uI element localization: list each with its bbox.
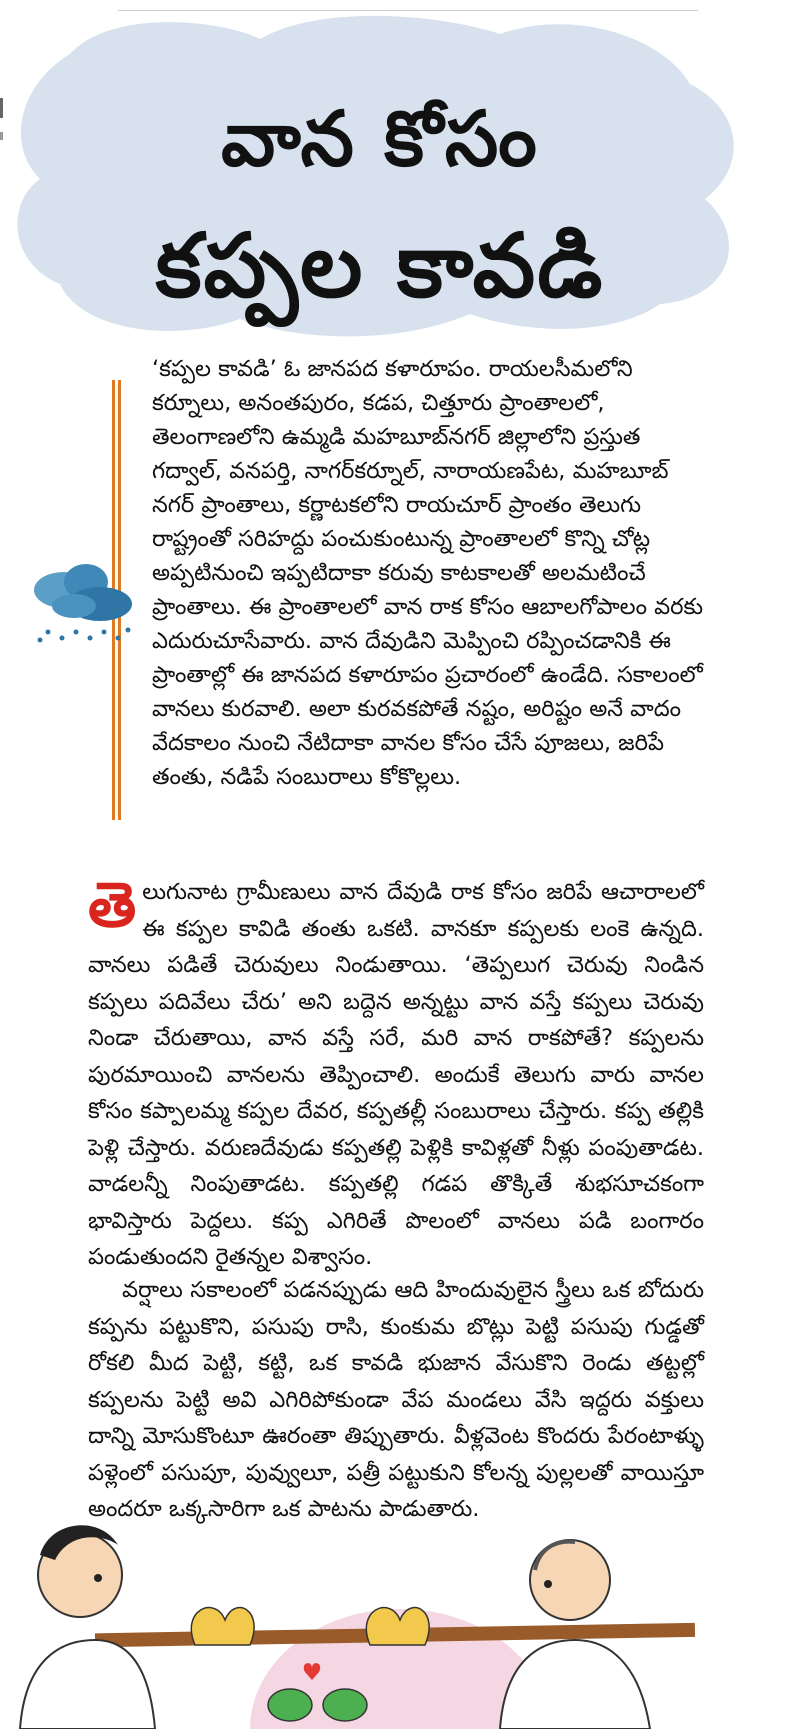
kavadi-illustration xyxy=(0,1500,800,1729)
article-paragraph-2: వర్షాలు సకాలంలో పడనప్పుడు ఆది హిందువులైన స్త్రీలు ఒక బోదురు కప్పను పట్టుకొని, పసుపు రాసి, కుంకుమ బొట్లు పెట్టి పసుపు గుడ్డతో రోకలి మీద పెట్టి, కట్టి, ఒక కావడి భుజాన వేసుకొని రెండు తట్టల్లో కప్పలను పెట్టి అవి ఎగిరిపోకుండా వేప మండలు వేసి ఇద్దరు వక్తులు దాన్ని మోసుకొంటూ ఊరంతా తిప్పుతారు. వీళ్లవెంట కొందరు పేరంటాళ్ళు పళ్లెంలో పసుపూ, పువ్వులూ, పత్రీ పట్టుకుని కోలన్న పుల్లలతో వాయిస్తూ అందరూ ఒక్కసారిగా ఒక పాటను పాడుతారు. xyxy=(88,1277,704,1522)
headline-line-1: వాన కోసం xyxy=(221,94,539,183)
intro-paragraph: ‘కప్పల కావడి’ ఓ జానపద కళారూపం. రాయలసీమలోని కర్నూలు, అనంతపురం, కడప, చిత్తూరు ప్రాంతాలలో, తెలంగాణలోని ఉమ్మడి మహబూబ్‌నగర్ జిల్లాలోని ప్రస్తుత గద్వాల్, వనపర్తి, నాగర్‌కర్నూల్, నారాయణపేట, మహబూబ్ నగర్ ప్రాంతాలు, కర్ణాటకలోని రాయచూర్ ప్రాంతం తెలుగు రాష్ట్రంతో సరిహద్దు పంచుకుంటున్న ప్రాంతాలలో కొన్ని చోట్ల అప్పటినుంచి ఇప్పటిదాకా కరువు కాటకాలతో అలమటించే ప్రాంతాలు. ఈ ప్రాంతాలలో వాన రాక కోసం ఆబాలగోపాలం వరకు ఎదురుచూసేవారు. వాన దేవుడిని మెప్పించి రప్పించడానికి ఈ ప్రాంతాల్లో ఈ జానపద కళారూపం ప్రచారంలో ఉండేది. సకాలంలో వానలు కురవాలి. అలా కురవకపోతే నష్టం, అరిష్టం అనే వాదం వేదకాలం నుంచి నేటిదాకా వానల కోసం చేసే పూజలు, జరిపే తంతు, నడిపే సంబురాలు కోకొల్లలు. xyxy=(152,356,704,790)
top-rule xyxy=(118,10,698,11)
dropcap: తె xyxy=(88,868,137,941)
headline-line-2: కప్పల కావడి xyxy=(155,214,605,317)
paragraph-text: లుగునాట గ్రామీణులు వాన దేవుడి రాక కోసం జరిపే ఆచారాలలో ఈ కప్పల కావిడి తంతు ఒకటి. వానకూ కప్పలకు లంకె ఉన్నది. వానలు పడితే చెరువులు నిండుతాయి. ‘తెప్పలుగ చెరువు నిండిన కప్పలు పదివేలు చేరు’ అని బద్దెన అన్నట్టు వాన వస్తే కప్పలు చెరువు నిండా చేరుతాయి, వాన వస్తే సరే, మరి వాన రాకపోతే? కప్పలను పురమాయించి వానలను తెప్పించాలి. అందుకే తెలుగు వారు వానల కోసం కప్పాలమ్మ కప్పల దేవర, కప్పతల్లీ సంబురాలు చేస్తారు. కప్ప తల్లికి పెళ్లి చేస్తారు. వరుణదేవుడు కప్పతల్లి పెళ్లికి కావిళ్లతో నీళ్లు పంపుతాడట. వాడలన్నీ నింపుతాడట. కప్పతల్లి గడప తొక్కితే శుభసూచకంగా భావిస్తారు పెద్దలు. కప్ప ఎగిరితే పొలంలో వానలు పడి బంగారం పండుతుందని రైతన్నల విశ్వాసం. xyxy=(88,879,704,1270)
article-paragraph-1 xyxy=(88,868,704,1276)
headline-block xyxy=(0,14,760,344)
rain-cloud-icon xyxy=(28,560,138,654)
